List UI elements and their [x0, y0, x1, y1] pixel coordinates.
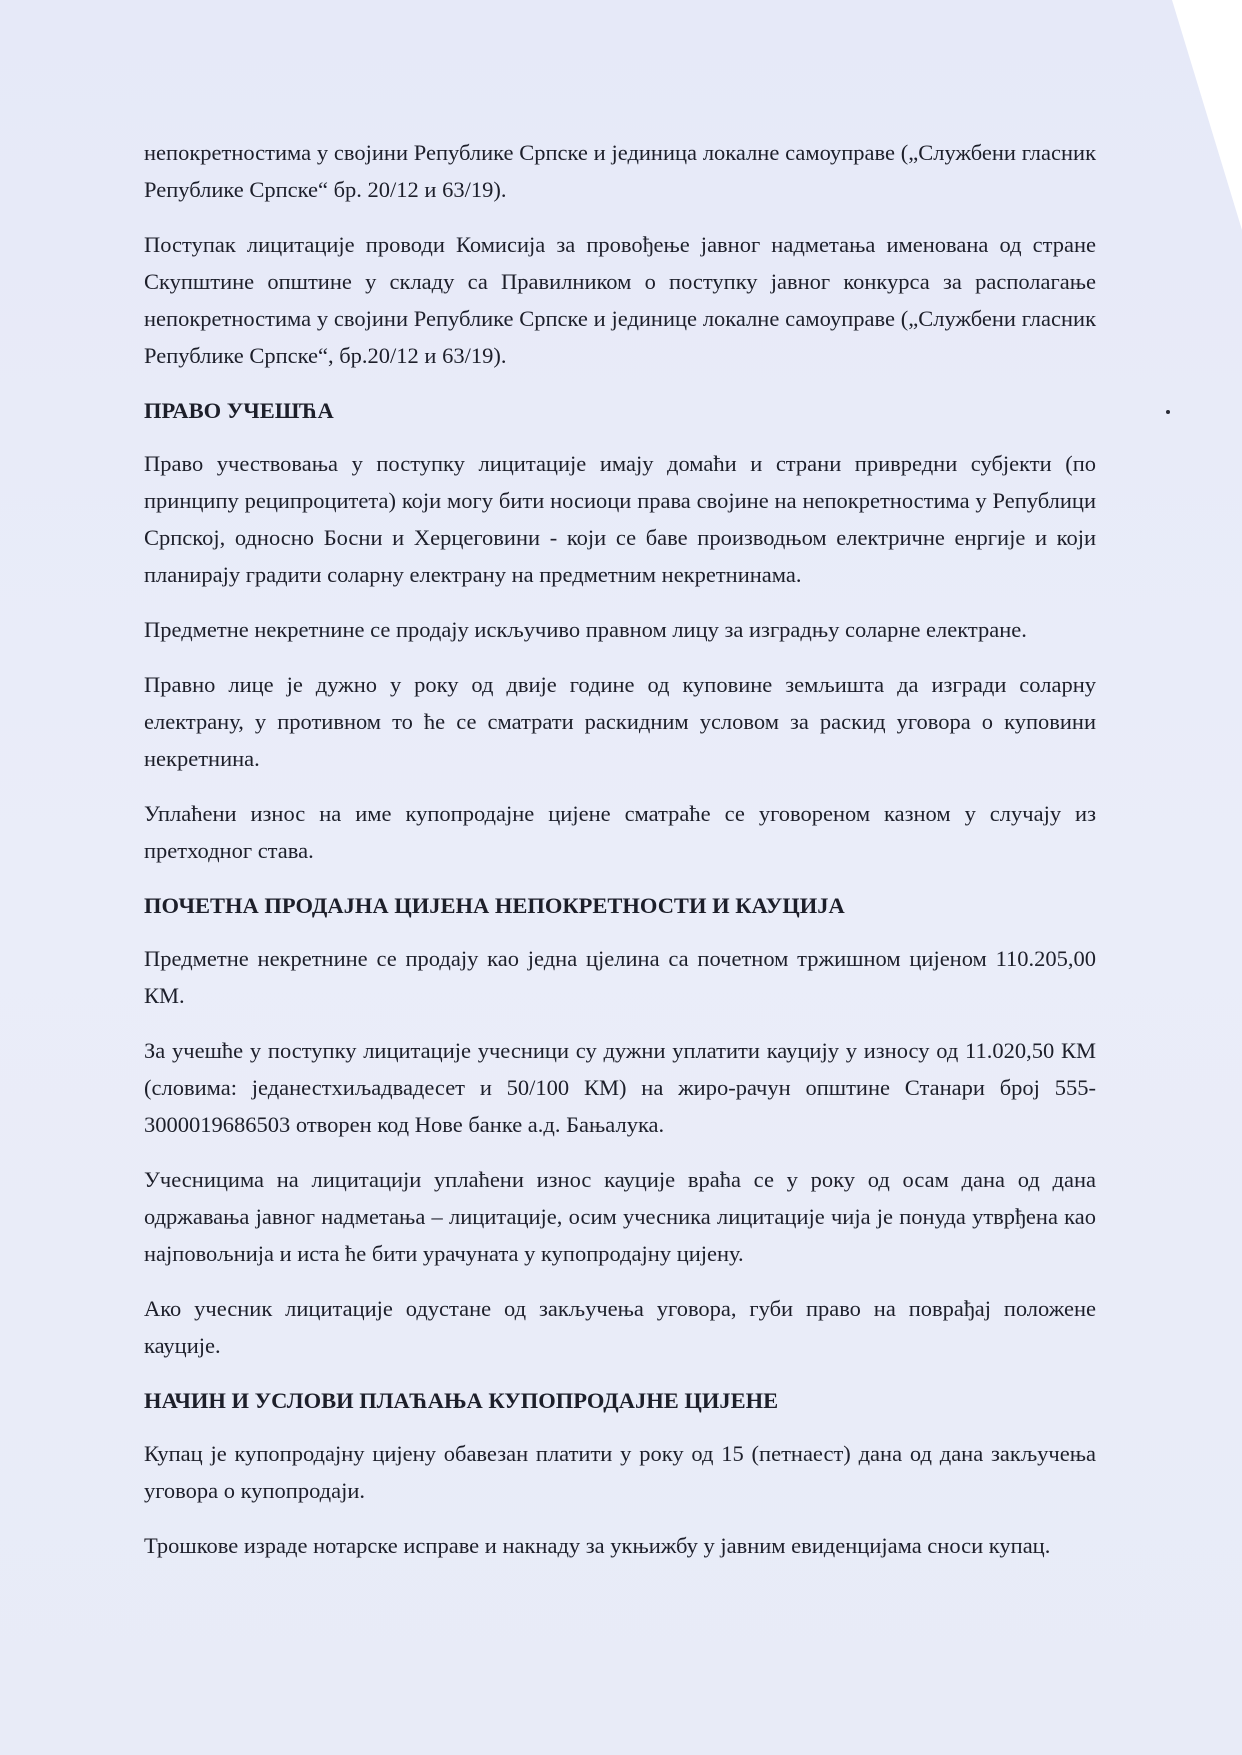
paragraph-participation-eligibility: Право учествовања у поступку лицитације имају домаћи и страни привредни субјекти (по принципу реципроцитета) који могу бити носиоци права својине на непокретностима у Републици Српској, односно Босни и Херцеговини - који се баве производњом електричне енргије и који планирају градити соларну електрану на предметним некретнинама. [144, 451, 1096, 587]
heading-participation-right: ПРАВО УЧЕШЋА [144, 398, 334, 423]
document-body [144, 134, 1096, 1582]
paragraph-regulation-reference: непокретностима у својини Републике Српске и јединица локалне самоуправе („Службени гласник Републике Српске“ бр. 20/12 и 63/19). [144, 140, 1096, 202]
paragraph-deposit-refund: Учесницима на лицитацији уплаћени износ кауције враћа се у року од осам дана од дана одржавања јавног надметања – лицитације, осим учесника лицитације чија је понуда утврђена као најповољнија и иста ће бити урачуната у купопродајну цијену. [144, 1167, 1096, 1266]
paragraph-sale-restriction: Предметне некретнине се продају искључиво правном лицу за изградњу соларне електране. [144, 617, 1027, 642]
paragraph-auction-commission: Поступак лицитације проводи Комисија за провођење јавног надметања именована од стране Скупштине општине у складу са Правилником о поступку јавног конкурса за располагање непокретностима у својини Републике Српске и јединице локалне самоуправе („Службени гласник Републике Српске“, бр.20/12 и 63/19). [144, 232, 1096, 368]
page-corner-fold [1172, 0, 1242, 230]
paragraph-payment-deadline: Купац је купопродајну цијену обавезан платити у року од 15 (петнаест) дана од дана закључења уговора о купопродаји. [144, 1441, 1096, 1503]
paragraph-construction-deadline: Правно лице је дужно у року од двије године од куповине земљишта да изгради соларну електрану, у противном то ће се сматрати раскидним условом за раскид уговора о куповини некретнина. [144, 672, 1096, 771]
paragraph-deposit-forfeit: Ако учесник лицитације одустане од закључења уговора, губи право на поврађај положене кауције. [144, 1296, 1096, 1358]
paragraph-deposit-amount: За учешће у поступку лицитације учесници су дужни уплатити кауцију у износу од 11.020,50 КМ (словима: једанестхиљадвадесет и 50/100 КМ) на жиро-рачун општине Станари број 555-3000019686503 отворен код Нове банке а.д. Бањалука. [144, 1038, 1096, 1137]
heading-starting-price-deposit: ПОЧЕТНА ПРОДАЈНА ЦИЈЕНА НЕПОКРЕТНОСТИ И КАУЦИЈА [144, 893, 845, 918]
scan-speck [1166, 410, 1170, 414]
paragraph-starting-price: Предметне некретнине се продају као једна цјелина са почетном тржишном цијеном 110.205,00 КМ. [144, 946, 1096, 1008]
paragraph-penalty: Уплаћени износ на име купопродајне цијене сматраће се уговореном казном у случају из претходног става. [144, 801, 1096, 863]
heading-payment-terms: НАЧИН И УСЛОВИ ПЛАЋАЊА КУПОПРОДАЈНЕ ЦИЈЕНЕ [144, 1388, 779, 1413]
paragraph-notary-costs: Трошкове израде нотарске исправе и накнаду за укњижбу у јавним евиденцијама сноси купац. [144, 1533, 1051, 1558]
